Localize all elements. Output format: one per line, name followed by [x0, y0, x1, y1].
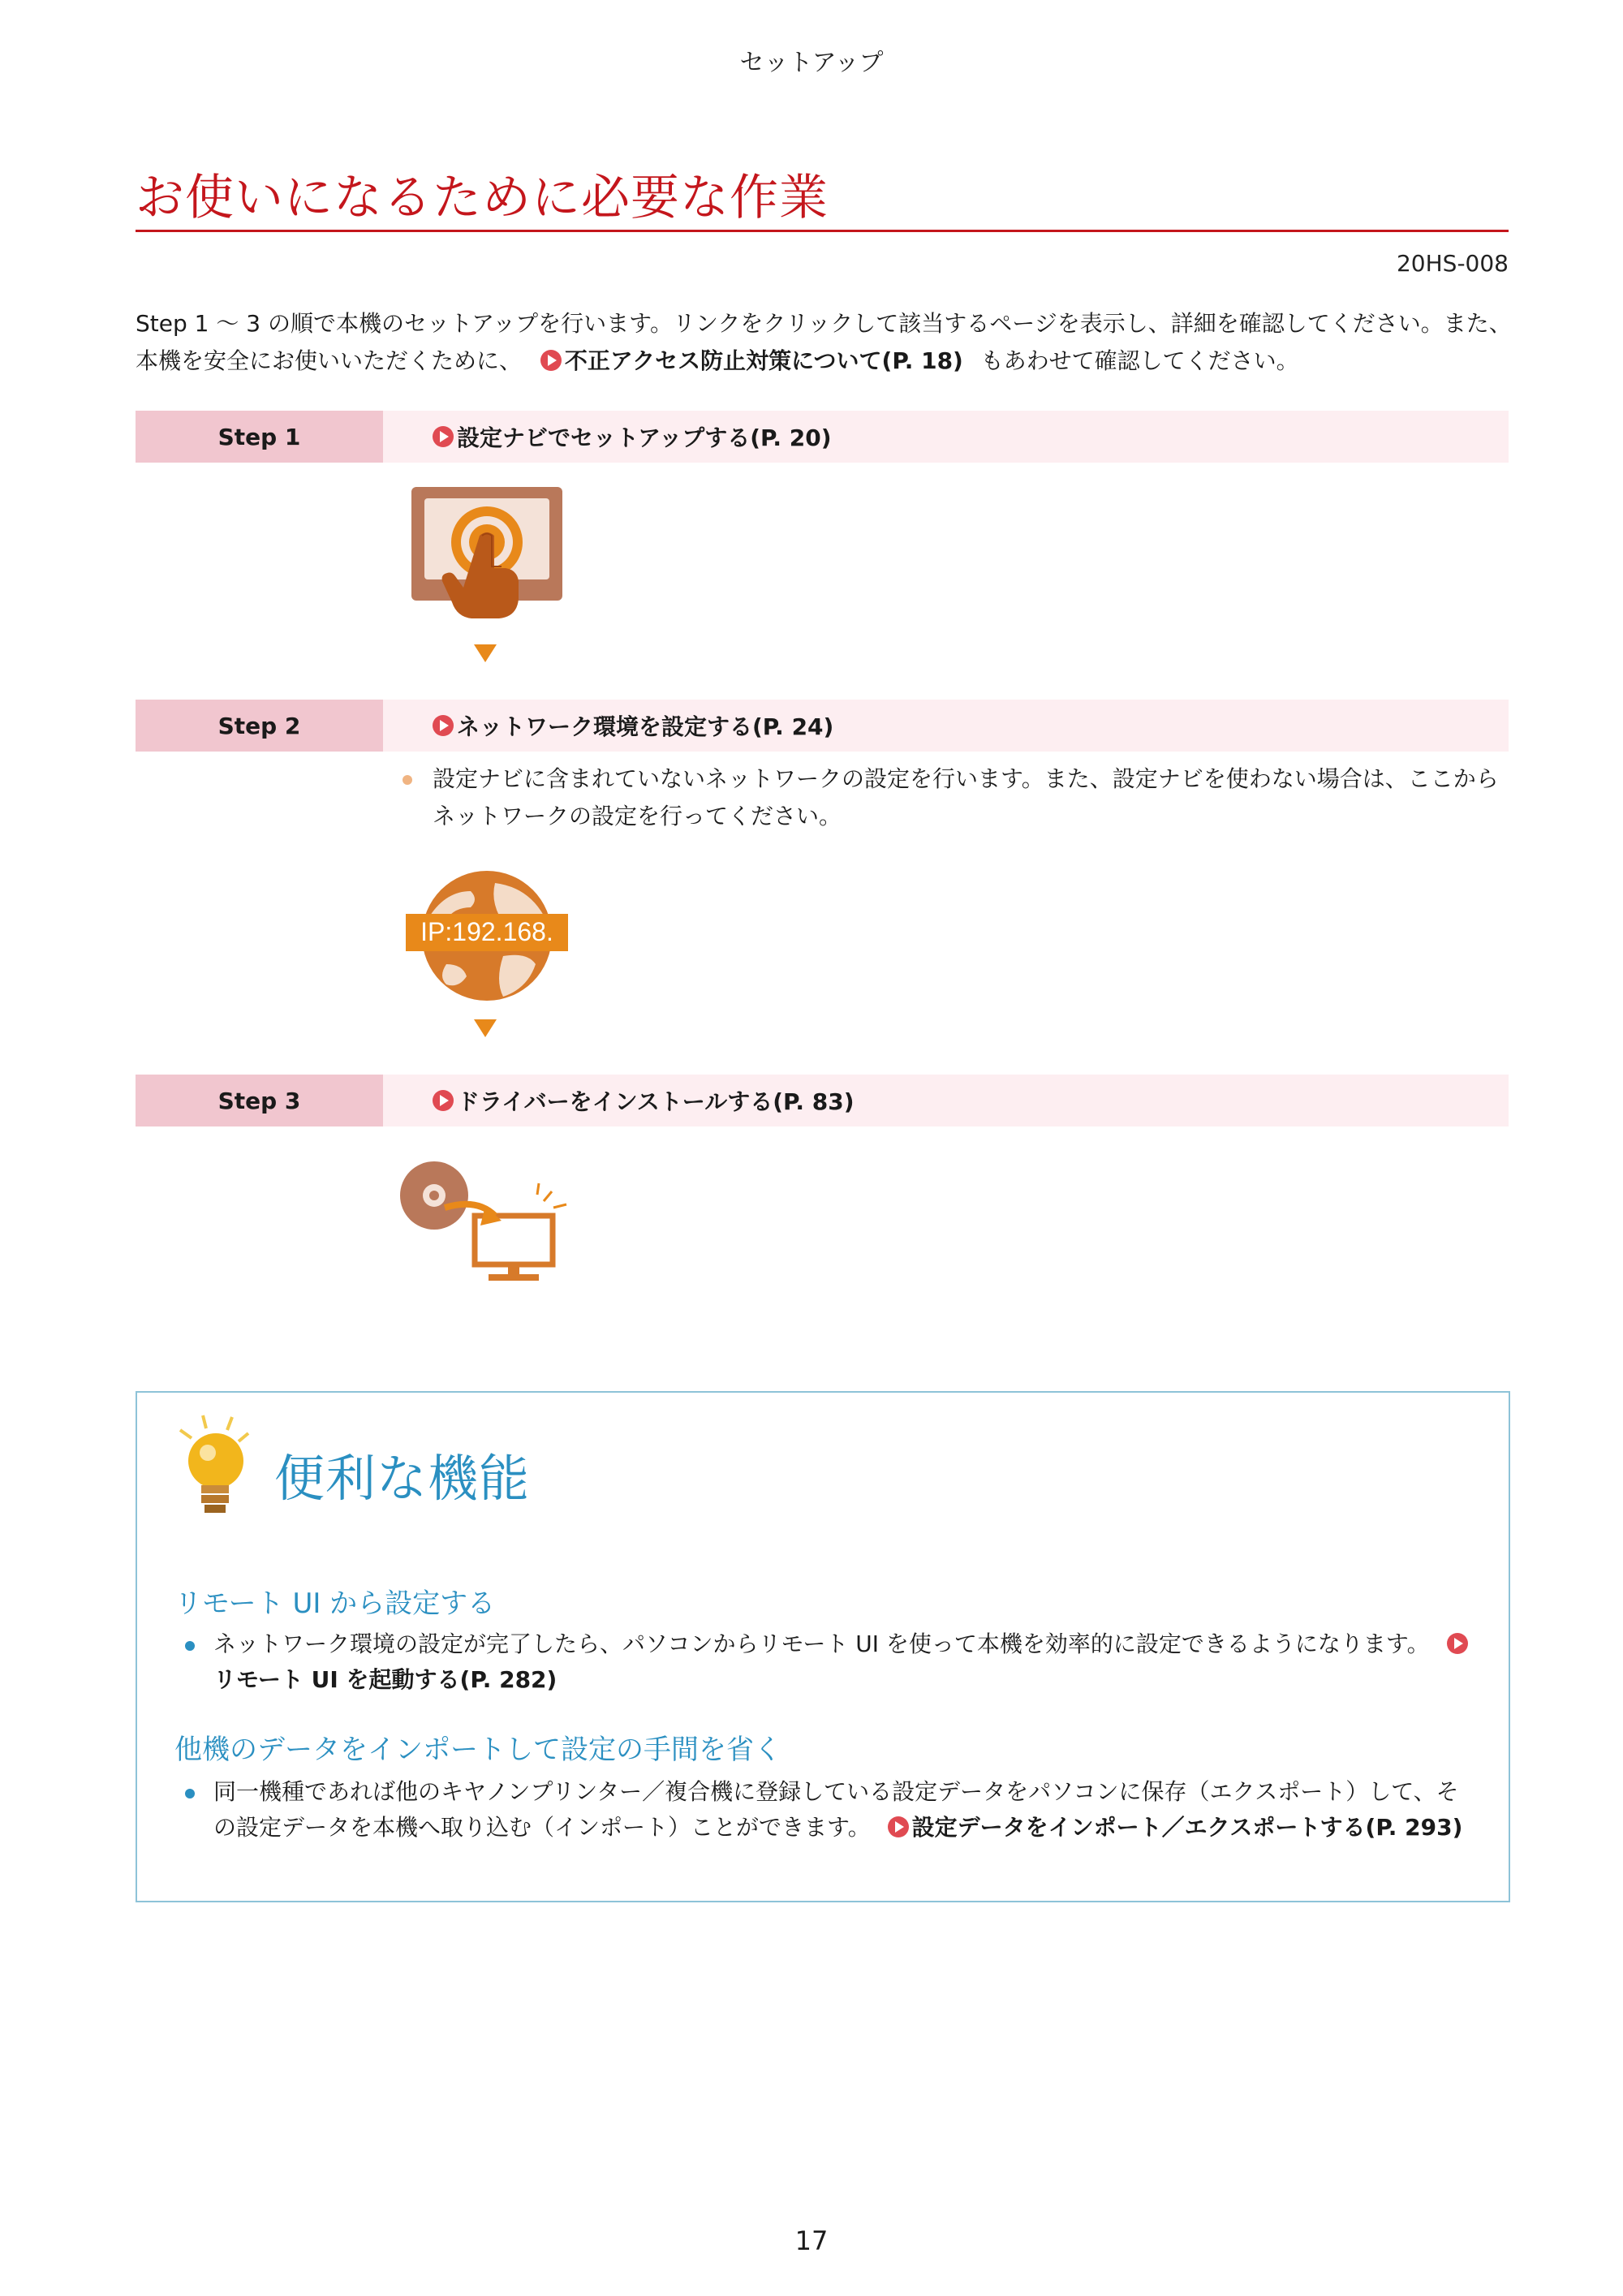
features-title: 便利な機能 [274, 1449, 531, 1508]
intro-paragraph [136, 305, 1515, 380]
globe-ip-icon [406, 867, 568, 1005]
feature-2-description: 同一機種であれば他のキヤノンプリンター／複合機に登録している設定データをパソコンに保存（エクスポート）して、その設定データを本機へ取り込む（インポート）ことができます。 [213, 1778, 1459, 1841]
lightbulb-icon [170, 1412, 268, 1526]
bullet-icon [185, 1789, 195, 1798]
intro-text: Step 1 〜 3 の順で本機のセットアップを行います。リンクをクリックして該当するページを表示し、詳細を確認してください。また、本機を安全にお使いいただくために、 [136, 310, 1512, 374]
section-header: セットアップ [739, 49, 884, 77]
page-number: 17 [794, 2225, 829, 2256]
touch-panel-icon [410, 485, 564, 628]
intro-link-label: 不正アクセス防止対策について(P. 18) [564, 347, 963, 374]
step-1-bar [136, 411, 1509, 463]
ip-label: IP:192.168. [420, 917, 553, 946]
step-3-label: Step 3 [136, 1075, 383, 1126]
link-arrow-icon [433, 426, 454, 447]
document-id: 20HS-008 [1396, 250, 1509, 277]
feature-2-link-label: 設定データをインポート／エクスポートする(P. 293) [911, 1814, 1463, 1841]
link-arrow-icon [433, 715, 454, 736]
link-arrow-icon [888, 1816, 909, 1837]
intro-link[interactable] [540, 347, 971, 374]
step-arrow-icon [474, 644, 497, 662]
step-3-link-label: ドライバーをインストールする(P. 83) [457, 1088, 855, 1115]
step-arrow-icon [474, 1019, 497, 1037]
link-arrow-icon [433, 1090, 454, 1111]
step-2-label: Step 2 [136, 700, 383, 752]
step-1-label: Step 1 [136, 411, 383, 463]
feature-2-link[interactable] [888, 1814, 1463, 1841]
step-1-link[interactable] [433, 411, 832, 463]
title-rule [136, 230, 1509, 232]
driver-install-icon [398, 1159, 572, 1289]
feature-1-link-label: リモート UI を起動する(P. 282) [213, 1666, 558, 1693]
feature-1-description: ネットワーク環境の設定が完了したら、パソコンからリモート UI を使って本機を効率的に設定できるようになります。 [213, 1630, 1430, 1657]
link-arrow-icon [540, 350, 562, 371]
step-1-link-label: 設定ナビでセットアップする(P. 20) [457, 424, 832, 451]
page-title: お使いになるために必要な作業 [136, 170, 829, 226]
step-3-link[interactable] [433, 1075, 855, 1126]
bullet-icon [185, 1641, 195, 1651]
feature-2-heading: 他機のデータをインポートして設定の手間を省く [174, 1734, 781, 1766]
feature-1-heading: リモート UI から設定する [174, 1587, 496, 1620]
step-2-description: 設定ナビに含まれていないネットワークの設定を行います。また、設定ナビを使わない場合は、ここからネットワークの設定を行ってください。 [433, 765, 1499, 829]
step-3-bar [136, 1075, 1509, 1126]
link-arrow-icon [1447, 1633, 1468, 1654]
step-2-bar [136, 700, 1509, 752]
step-2-link-label: ネットワーク環境を設定する(P. 24) [457, 713, 834, 740]
intro-text-after: もあわせて確認してください。 [980, 347, 1299, 374]
step-2-link[interactable] [433, 700, 833, 752]
feature-1-text [213, 1626, 1479, 1698]
feature-2-text [213, 1774, 1479, 1846]
bullet-icon [403, 775, 412, 785]
